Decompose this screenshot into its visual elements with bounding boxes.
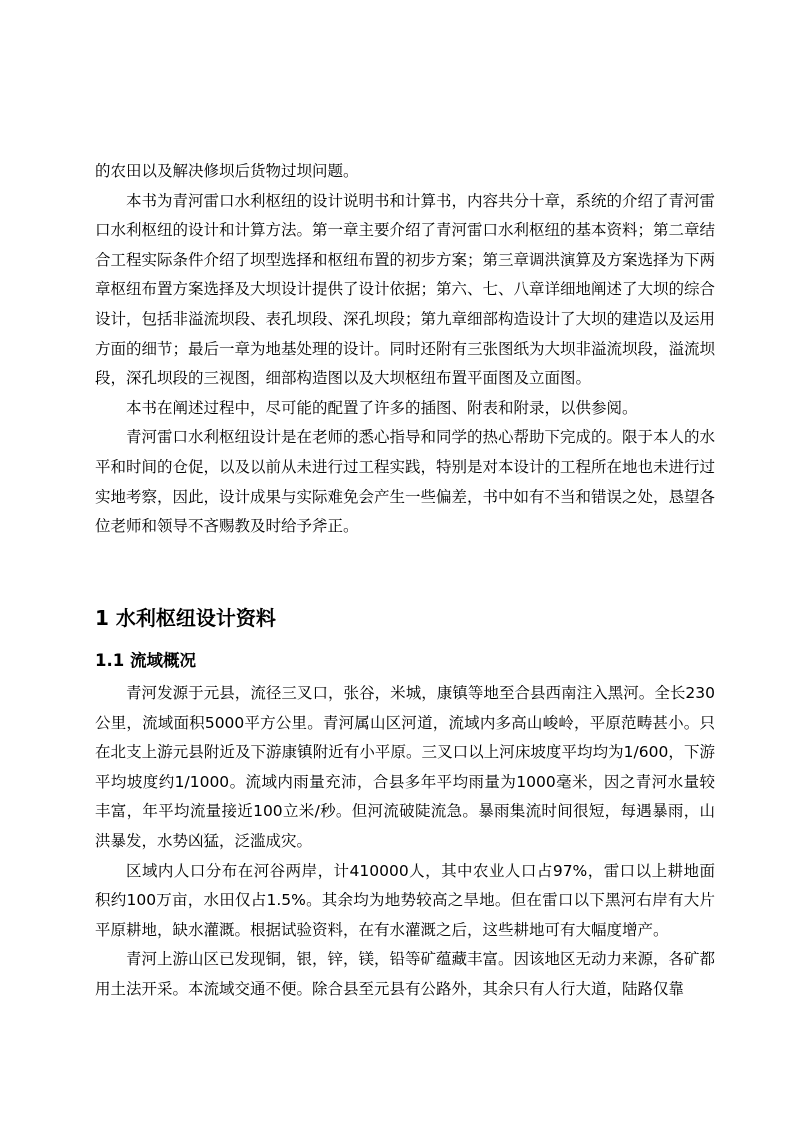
- chapter-heading: 1 水利枢纽设计资料: [95, 606, 276, 630]
- intro-paragraph-4: 青河雷口水利枢纽设计是在老师的悉心指导和同学的热心帮助下完成的。限于本人的水平和时间的仓促，以及以前从未进行过工程实践，特别是对本设计的工程所在地也未进行过实地考察，因此，设计成果与实际难免会产生一些偏差，书中如有不当和错误之处，恳望各位老师和领导不吝赐教及时给予斧正。: [95, 428, 716, 536]
- intro-paragraph-3: 本书在阐述过程中，尽可能的配置了许多的插图、附表和附录，以供参阅。: [126, 398, 638, 417]
- intro-paragraph-2: 本书为青河雷口水利枢纽的设计说明书和计算书，内容共分十章，系统的介绍了青河雷口水利枢纽的设计和计算方法。第一章主要介绍了青河雷口水利枢纽的基本资料；第二章结合工程实际条件介绍了坝型选择和枢纽布置的初步方案；第三章调洪演算及方案选择为下两章枢纽布置方案选择及大坝设计提供了设计依据；第六、七、八章详细地阐述了大坝的综合设计，包括非溢流坝段、表孔坝段、深孔坝段；第九章细部构造设计了大坝的建造以及运用方面的细节；最后一章为地基处理的设计。同时还附有三张图纸为大坝非溢流坝段，溢流坝段，深孔坝段的三视图，细部构造图以及大坝枢纽布置平面图及立面图。: [95, 191, 716, 388]
- section-paragraph-1: 青河发源于元县，流径三叉口，张谷，米城，康镇等地至合县西南注入黑河。全长230公里，流域面积5000平方公里。青河属山区河道，流域内多高山峻岭，平原范畴甚小。只在北支上游元县附近及下游康镇附近有小平原。三叉口以上河床坡度平均均为1/600，下游平均坡度约1/1000。流域内雨量充沛，合县多年平均雨量为1000毫米，因之青河水量较丰富，年平均流量接近100立米/秒。但河流破陡流急。暴雨集流时间很短，每遇暴雨，山洪暴发，水势凶猛，泛滥成灾。: [95, 684, 715, 850]
- intro-text-block: [95, 157, 715, 542]
- intro-paragraph-1: 的农田以及解决修坝后货物过坝问题。: [95, 162, 359, 180]
- section-text-block: [95, 679, 715, 1005]
- section-paragraph-3: 青河上游山区已发现铜，银，锌，镁，铅等矿蕴藏丰富。因该地区无动力来源，各矿都用土法开采。本流域交通不便。除合县至元县有公路外，其余只有人行大道，陆路仅靠: [95, 950, 716, 998]
- section-heading: 1.1 流域概况: [95, 651, 196, 670]
- section-paragraph-2: 区域内人口分布在河谷两岸，计410000人，其中农业人口占97%，雷口以上耕地面积约100万亩，水田仅占1.5%。其余均为地势较高之旱地。但在雷口以下黑河右岸有大片平原耕地，缺水灌溉。根据试验资料，在有水灌溉之后，这些耕地可有大幅度增产。: [95, 861, 715, 939]
